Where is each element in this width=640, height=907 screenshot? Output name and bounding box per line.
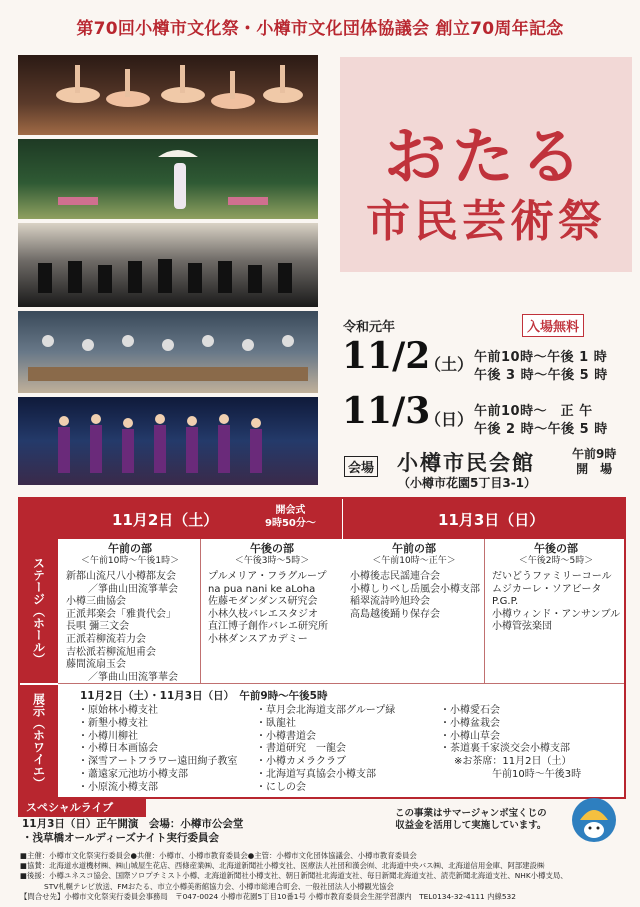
special-live-details — [22, 817, 243, 845]
footer-line: ■後援：小樽ユネスコ協会、国際ソロプチミスト小樽、北海道新聞社小樽支社、朝日新聞社北海道支社、毎日新聞北海道支社、読売新聞北海道支社、NHK小樽支局、 — [20, 871, 568, 881]
list-item: ／箏曲山田流箏華会 — [88, 671, 178, 683]
list-item: ※お茶席：11月2日（土） — [454, 756, 572, 768]
list-item: 長唄 彌三文会 — [66, 621, 130, 633]
col3-time: ＜午前10時〜正午＞ — [372, 556, 456, 566]
footer-line: ■主催：小樽市文化祭実行委員会●共催：小樽市、小樽市教育委員会●主管：小樽市文化団体協議会、小樽市教育委員会 — [20, 851, 417, 860]
exhibit-col2 — [256, 705, 395, 795]
list-item: 小樽管弦楽団 — [492, 621, 552, 633]
footer-credits — [20, 851, 625, 902]
photo-collage — [18, 55, 318, 485]
opening-ceremony-label: 開会式 — [275, 505, 306, 516]
day2-date: 11/3 — [342, 390, 431, 432]
list-item: ・小樽愛石会 — [440, 705, 500, 716]
stage-label: ステージ（ホール） — [20, 539, 58, 683]
doors-open — [572, 447, 616, 477]
col3-title: 午前の部 — [392, 542, 436, 555]
list-item: ・臥龍社 — [256, 717, 296, 729]
stage-col1-list — [66, 571, 178, 684]
list-item: ムジカーレ・ソアビータ — [492, 583, 602, 595]
exhibit-hours: 11月2日（土）・11月3日（日） 午前9時〜午後5時 — [80, 690, 328, 702]
schedule-day2: 11月3日（日） — [438, 511, 545, 529]
list-item: 新都山流尺八小樽都友会 — [66, 571, 176, 582]
list-item: ・小樽盆栽会 — [440, 717, 500, 729]
era-label: 令和元年 — [343, 320, 396, 335]
list-item: 正派若柳流若力会 — [66, 633, 146, 645]
list-item: 正派邦楽会「雅貴代会」 — [66, 608, 176, 620]
list-item: 小樽ウィンド・アンサンブル — [492, 608, 621, 620]
divider — [342, 499, 343, 683]
list-item: 佐藤モダンダンス研究会 — [208, 596, 318, 608]
day1-time2: 午後 3 時〜午後 5 時 — [474, 368, 608, 383]
doors-open-label: 開 場 — [576, 462, 613, 476]
lottery-line1: この事業はサマージャンボ宝くじの — [395, 808, 547, 819]
festival-logo — [340, 57, 632, 272]
special-live-time: 11月3日（日）正午開演 会場：小樽市公会堂 — [22, 818, 244, 830]
free-admission-badge: 入場無料 — [522, 314, 584, 337]
list-item: ・小原流小樽支部 — [78, 781, 158, 793]
stage-col4-list — [492, 571, 620, 634]
list-item: だいどうファミリーコール — [492, 571, 612, 582]
day2-time2: 午後 2 時〜午後 5 時 — [474, 422, 608, 437]
stage-col3-head — [344, 543, 484, 567]
list-item: ・にしの会 — [256, 781, 306, 793]
col4-time: ＜午後2時〜5時＞ — [518, 556, 594, 566]
day1-time1: 午前10時〜午後 1 時 — [474, 350, 608, 365]
col2-title: 午後の部 — [250, 542, 294, 555]
opening-ceremony-time: 9時50分〜 — [265, 518, 316, 529]
stage-col2-list — [208, 571, 328, 647]
orchestra-photo — [18, 223, 318, 307]
footer-line: STV札幌テレビ放送、FMおたる、市立小樽美術館協力会、小樽市総連合町会、一般社団法人小樽観光協会 — [44, 881, 394, 891]
dancer-umbrella-photo — [18, 139, 318, 219]
footer-line: 【問合せ先】小樽市文化祭実行委員会事務局 〒047-0024 小樽市花園5丁目10番1号 小樽市教育委員会生涯学習課内 TEL0134-32-4111 内線532 — [20, 891, 516, 901]
col4-title: 午後の部 — [534, 542, 578, 555]
list-item: na pua nani ke aLoha — [208, 583, 316, 595]
list-item: ・書道研究 一龍会 — [256, 743, 346, 755]
stage-col3-list — [350, 571, 480, 621]
schedule-table — [18, 497, 626, 799]
day1-dow: （土） — [425, 355, 474, 374]
footer-line: ■協賛：北海道水道機材㈱、㈱山城屋生花店、西條産業㈱、北海道新聞社小樽支社、医療法人社団和漢会㈲、北海道中央バス㈱、北海道信用金庫、阿部建設㈱ — [20, 861, 545, 871]
venue-label: 会場 — [344, 456, 378, 477]
list-item: プルメリア・フラグループ — [208, 571, 327, 582]
logo-festival-name: 市民芸術祭 — [366, 196, 606, 247]
list-item: ／箏曲山田流箏華会 — [88, 583, 178, 595]
list-item: 藤間流扇玉会 — [66, 659, 126, 671]
special-live-label: スペシャルライブ — [18, 797, 146, 817]
stage-col4-head — [486, 543, 626, 567]
list-item: 稲翠流詩吟旭玲会 — [350, 596, 430, 608]
list-item: 直江博子創作バレエ研究所 — [208, 621, 328, 633]
stage-col2-head — [202, 543, 342, 567]
exhibit-label: 展示（ホワイエ） — [20, 685, 58, 797]
divider — [484, 539, 485, 683]
day2-dow: （日） — [425, 410, 474, 429]
day1-date: 11/2 — [342, 335, 431, 377]
opening-ceremony — [265, 504, 316, 530]
col1-title: 午前の部 — [108, 542, 152, 555]
list-item: 午前10時〜午後3時 — [492, 768, 582, 780]
lottery-mascot-icon — [570, 796, 618, 848]
ballet-photo — [18, 55, 318, 135]
list-item: ・新墾小樽支社 — [78, 717, 148, 729]
list-item: ・小樽山草会 — [440, 730, 500, 742]
list-item: ・蕭遠家元池坊小樽支部 — [78, 768, 188, 780]
day2-time1: 午前10時〜 正 午 — [474, 404, 593, 419]
exhibit-col1 — [78, 705, 237, 795]
lottery-notice — [395, 808, 547, 832]
event-title: 第70回小樽市文化祭・小樽市文化団体協議会 創立70周年記念 — [76, 19, 564, 39]
divider — [200, 539, 201, 683]
list-item: ・小樽書道会 — [256, 730, 316, 742]
list-item: 小樽三曲協会 — [66, 596, 126, 608]
venue-name: 小樽市民会館 — [397, 451, 535, 475]
list-item: ・深雪アートフラワー遠田絢子教室 — [78, 756, 238, 768]
japanese-music-photo — [18, 311, 318, 393]
list-item: 小樽しりべし岳風会小樽支部 — [350, 583, 480, 595]
list-item: 高島越後踊り保存会 — [350, 608, 440, 620]
exhibit-col3 — [440, 705, 581, 782]
list-item: 小林久枝バレエスタジオ — [208, 608, 318, 620]
list-item: ・小樽日本画協会 — [78, 743, 158, 755]
list-item: 小樽後志民謡連合会 — [350, 571, 440, 582]
venue-address: （小樽市花園5丁目3-1） — [398, 476, 537, 490]
list-item: ・茶道裏千家淡交会小樽支部 — [440, 743, 570, 755]
list-item: P.G.P. — [492, 596, 519, 608]
list-item: ・草月会北海道支部グループ緑 — [256, 705, 396, 716]
list-item: ・北海道写真協会小樽支部 — [256, 768, 376, 780]
list-item: 小林ダンスアカデミー — [208, 633, 308, 645]
lottery-line2: 収益金を活用して実施しています。 — [395, 820, 547, 831]
col2-time: ＜午後3時〜5時＞ — [234, 556, 310, 566]
hula-dance-photo — [18, 397, 318, 485]
list-item: 吉松派若柳流旭甫会 — [66, 646, 156, 658]
list-item: ・小樽カメラクラブ — [256, 756, 346, 768]
special-live-performer: ・浅草橋オールディーズナイト実行委員会 — [22, 832, 219, 844]
logo-otaru: おたる — [383, 120, 588, 193]
col1-time: ＜午前10時〜午後1時＞ — [80, 556, 180, 566]
list-item: ・原始林小樽支社 — [78, 705, 158, 716]
schedule-header — [20, 499, 624, 539]
stage-col1-head — [60, 543, 200, 567]
doors-open-time: 午前9時 — [572, 447, 617, 461]
schedule-day1: 11月2日（土） — [112, 511, 219, 529]
list-item: ・小樽川柳社 — [78, 730, 138, 742]
